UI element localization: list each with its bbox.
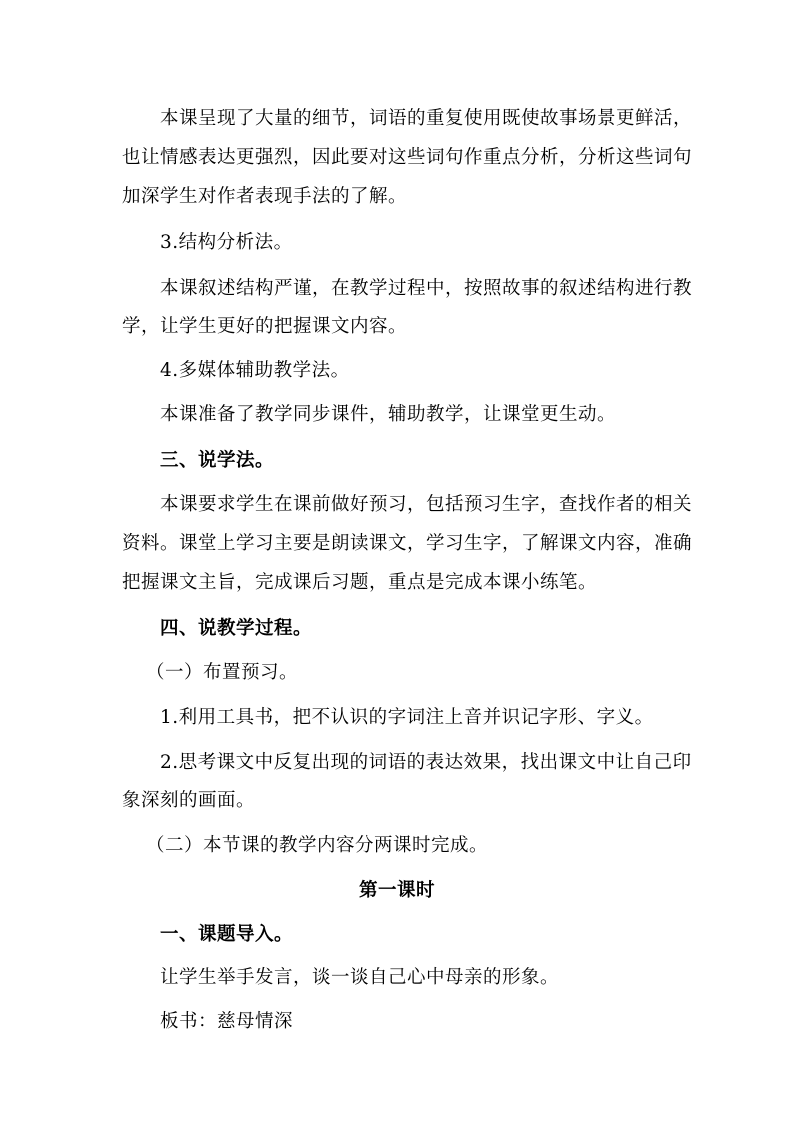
subsection-heading: （二）本节课的教学内容分两课时完成。 — [146, 835, 489, 856]
paragraph-line: 学，让学生更好的把握课文内容。 — [122, 316, 408, 337]
paragraph-line: 本课要求学生在课前做好预习，包括预习生字，查找作者的相关 — [160, 494, 693, 515]
paragraph-line: 让学生举手发言，谈一谈自己心中母亲的形象。 — [160, 967, 560, 988]
list-item-heading: 3.结构分析法。 — [160, 232, 293, 253]
list-item-heading: 4.多媒体辅助教学法。 — [160, 360, 350, 381]
paragraph-line: 把握课文主旨，完成课后习题，重点是完成本课小练笔。 — [122, 572, 598, 593]
list-item: 1.利用工具书，把不认识的字词注上音并识记字形、字义。 — [160, 707, 654, 728]
section-heading: 四、说教学过程。 — [160, 618, 313, 639]
paragraph-line: 本课呈现了大量的细节，词语的重复使用既使故事场景更鲜活， — [160, 108, 693, 129]
list-item: 2.思考课文中反复出现的词语的表达效果，找出课文中让自己印 — [160, 752, 692, 773]
paragraph-line: 象深刻的画面。 — [122, 790, 256, 811]
paragraph-line: 也让情感表达更强烈，因此要对这些词句作重点分析，分析这些词句 — [122, 147, 693, 168]
section-heading: 三、说学法。 — [160, 450, 275, 471]
paragraph-line: 板书：慈母情深 — [160, 1011, 294, 1032]
paragraph-line: 本课叙述结构严谨，在教学过程中，按照故事的叙述结构进行教 — [160, 278, 693, 299]
paragraph-line: 本课准备了教学同步课件，辅助教学，让课堂更生动。 — [160, 404, 617, 425]
paragraph-line: 加深学生对作者表现手法的了解。 — [122, 186, 408, 207]
subsection-heading: （一）布置预习。 — [146, 662, 299, 683]
paragraph-line: 资料。课堂上学习主要是朗读课文，学习生字，了解课文内容，准确 — [122, 533, 693, 554]
lesson-title: 第一课时 — [358, 880, 435, 901]
section-heading: 一、课题导入。 — [160, 924, 294, 945]
